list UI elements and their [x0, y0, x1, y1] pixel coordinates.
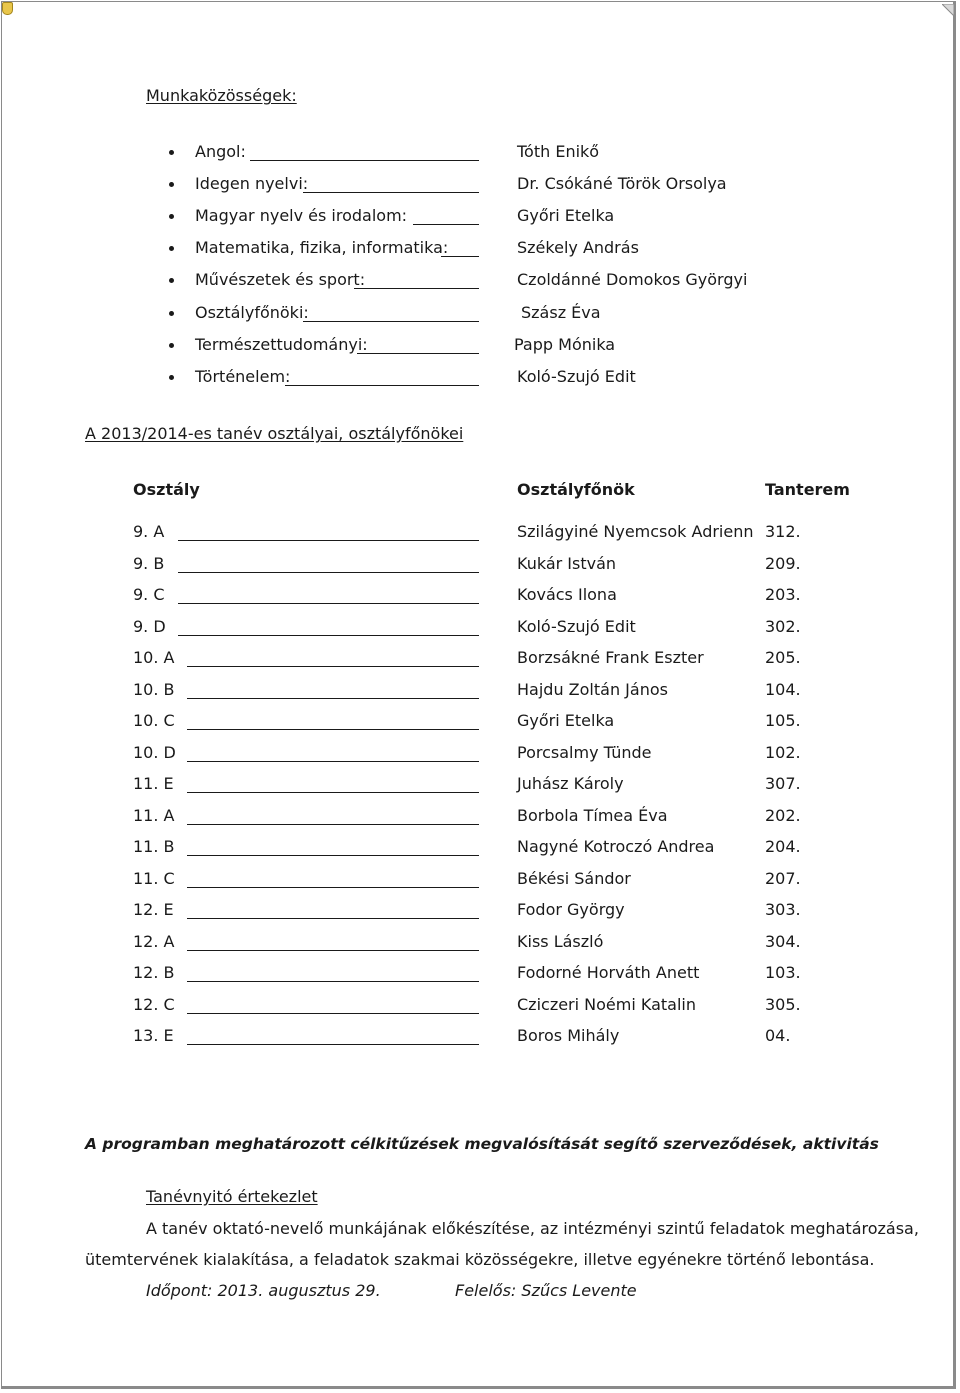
class-teacher: Kovács Ilona — [517, 585, 617, 604]
event-responsible: Felelős: Szűcs Levente — [455, 1281, 637, 1300]
class-name: 12. B — [133, 963, 175, 982]
class-name: 9. B — [133, 554, 165, 573]
bullet-icon — [169, 343, 174, 348]
event-description-line: A tanév oktató-nevelő munkájának előkészítése, az intézményi szintű feladatok meghatározása, — [146, 1219, 919, 1238]
class-teacher: Borzsákné Frank Eszter — [517, 648, 704, 667]
class-name: 10. B — [133, 680, 175, 699]
class-teacher: Koló-Szujó Edit — [517, 617, 636, 636]
class-room: 307. — [765, 774, 801, 793]
class-name: 11. A — [133, 806, 175, 825]
fill-line — [187, 918, 479, 919]
class-name: 12. A — [133, 932, 175, 951]
munkakozosseg-label: Művészetek és sport: — [195, 270, 366, 289]
class-teacher: Hajdu Zoltán János — [517, 680, 668, 699]
munkakozosseg-label: Osztályfőnöki: — [195, 303, 309, 322]
class-name: 11. B — [133, 837, 175, 856]
class-name: 10. C — [133, 711, 175, 730]
event-date: Időpont: 2013. augusztus 29. — [146, 1281, 381, 1300]
event-description-line: ütemtervének kialakítása, a feladatok szakmai közösségekre, illetve egyénekre történő lebontása. — [85, 1250, 875, 1269]
munkakozosseg-label: Idegen nyelvi: — [195, 174, 309, 193]
class-room: 102. — [765, 743, 801, 762]
munkakozosseg-leader: Tóth Enikő — [517, 142, 600, 161]
fill-line — [187, 855, 479, 856]
fill-line — [178, 572, 479, 573]
bullet-icon — [169, 246, 174, 251]
class-teacher: Fodorné Horváth Anett — [517, 963, 700, 982]
fill-line — [187, 666, 479, 667]
fill-line — [187, 950, 479, 951]
munkakozosseg-leader: Székely András — [517, 238, 639, 257]
class-teacher: Nagyné Kotroczó Andrea — [517, 837, 715, 856]
event-title: Tanévnyitó értekezlet — [146, 1187, 318, 1206]
fill-line — [187, 1013, 479, 1014]
fill-line — [187, 792, 479, 793]
munkakozosseg-label: Angol: — [195, 142, 246, 161]
class-room: 205. — [765, 648, 801, 667]
class-room: 04. — [765, 1026, 791, 1045]
fill-line — [187, 887, 479, 888]
fill-line — [187, 1044, 479, 1045]
class-room: 103. — [765, 963, 801, 982]
fill-line — [178, 540, 479, 541]
fill-line — [178, 603, 479, 604]
class-name: 12. C — [133, 995, 175, 1014]
class-teacher: Kukár István — [517, 554, 617, 573]
fill-line — [187, 729, 479, 730]
class-room: 204. — [765, 837, 801, 856]
class-room: 302. — [765, 617, 801, 636]
class-room: 312. — [765, 522, 801, 541]
fill-line — [250, 160, 479, 161]
munkakozosseg-label: Matematika, fizika, informatika: — [195, 238, 449, 257]
munkakozosseg-label: Történelem: — [195, 367, 291, 386]
fill-line — [187, 981, 479, 982]
bullet-icon — [169, 375, 174, 380]
fill-line — [357, 353, 479, 354]
fill-line — [354, 288, 479, 289]
class-name: 9. C — [133, 585, 165, 604]
munkakozosseg-leader: Koló-Szujó Edit — [517, 367, 636, 386]
class-name: 11. E — [133, 774, 174, 793]
class-name: 12. E — [133, 900, 174, 919]
column-header-class: Osztály — [133, 480, 200, 499]
class-room: 209. — [765, 554, 801, 573]
fill-line — [178, 635, 479, 636]
class-room: 207. — [765, 869, 801, 888]
class-teacher: Cziczeri Noémi Katalin — [517, 995, 697, 1014]
class-teacher: Győri Etelka — [517, 711, 615, 730]
bullet-icon — [169, 278, 174, 283]
class-name: 13. E — [133, 1026, 174, 1045]
class-room: 303. — [765, 900, 801, 919]
munkakozosseg-leader: Papp Mónika — [514, 335, 616, 354]
fill-line — [187, 698, 479, 699]
bullet-icon — [169, 150, 174, 155]
class-room: 105. — [765, 711, 801, 730]
class-name: 10. A — [133, 648, 175, 667]
class-teacher: Szilágyiné Nyemcsok Adrienn — [517, 522, 754, 541]
program-heading: A programban meghatározott célkitűzések megvalósítását segítő szerveződések, aktivitás — [85, 1135, 879, 1153]
fill-line — [413, 224, 479, 225]
class-teacher: Fodor György — [517, 900, 625, 919]
fill-line — [441, 256, 479, 257]
page-curl-icon — [942, 4, 954, 16]
class-room: 304. — [765, 932, 801, 951]
munkakozosseg-label: Magyar nyelv és irodalom: — [195, 206, 408, 225]
munkakozosseg-leader: Szász Éva — [521, 303, 601, 322]
class-teacher: Békési Sándor — [517, 869, 631, 888]
bullet-icon — [169, 182, 174, 187]
class-room: 104. — [765, 680, 801, 699]
class-name: 10. D — [133, 743, 176, 762]
fill-line — [303, 192, 479, 193]
class-room: 202. — [765, 806, 801, 825]
munkakozosseg-leader: Dr. Csókáné Török Orsolya — [517, 174, 727, 193]
munkakozosseg-leader: Győri Etelka — [517, 206, 615, 225]
fill-line — [285, 385, 479, 386]
column-header-room: Tanterem — [765, 480, 850, 499]
bullet-icon — [169, 311, 174, 316]
class-room: 305. — [765, 995, 801, 1014]
class-teacher: Kiss László — [517, 932, 604, 951]
class-name: 9. A — [133, 522, 165, 541]
class-name: 11. C — [133, 869, 175, 888]
munkakozossegek-heading: Munkaközösségek: — [146, 86, 297, 105]
class-teacher: Juhász Károly — [517, 774, 624, 793]
fill-line — [187, 761, 479, 762]
bullet-icon — [169, 214, 174, 219]
bee-icon — [2, 2, 13, 15]
class-teacher: Porcsalmy Tünde — [517, 743, 652, 762]
classes-heading: A 2013/2014-es tanév osztályai, osztályfőnökei — [85, 424, 464, 443]
fill-line — [303, 321, 479, 322]
class-teacher: Borbola Tímea Éva — [517, 806, 668, 825]
column-header-teacher: Osztályfőnök — [517, 480, 635, 499]
fill-line — [187, 824, 479, 825]
class-room: 203. — [765, 585, 801, 604]
munkakozosseg-leader: Czoldánné Domokos Györgyi — [517, 270, 748, 289]
class-name: 9. D — [133, 617, 166, 636]
class-teacher: Boros Mihály — [517, 1026, 620, 1045]
munkakozosseg-label: Természettudományi: — [195, 335, 368, 354]
